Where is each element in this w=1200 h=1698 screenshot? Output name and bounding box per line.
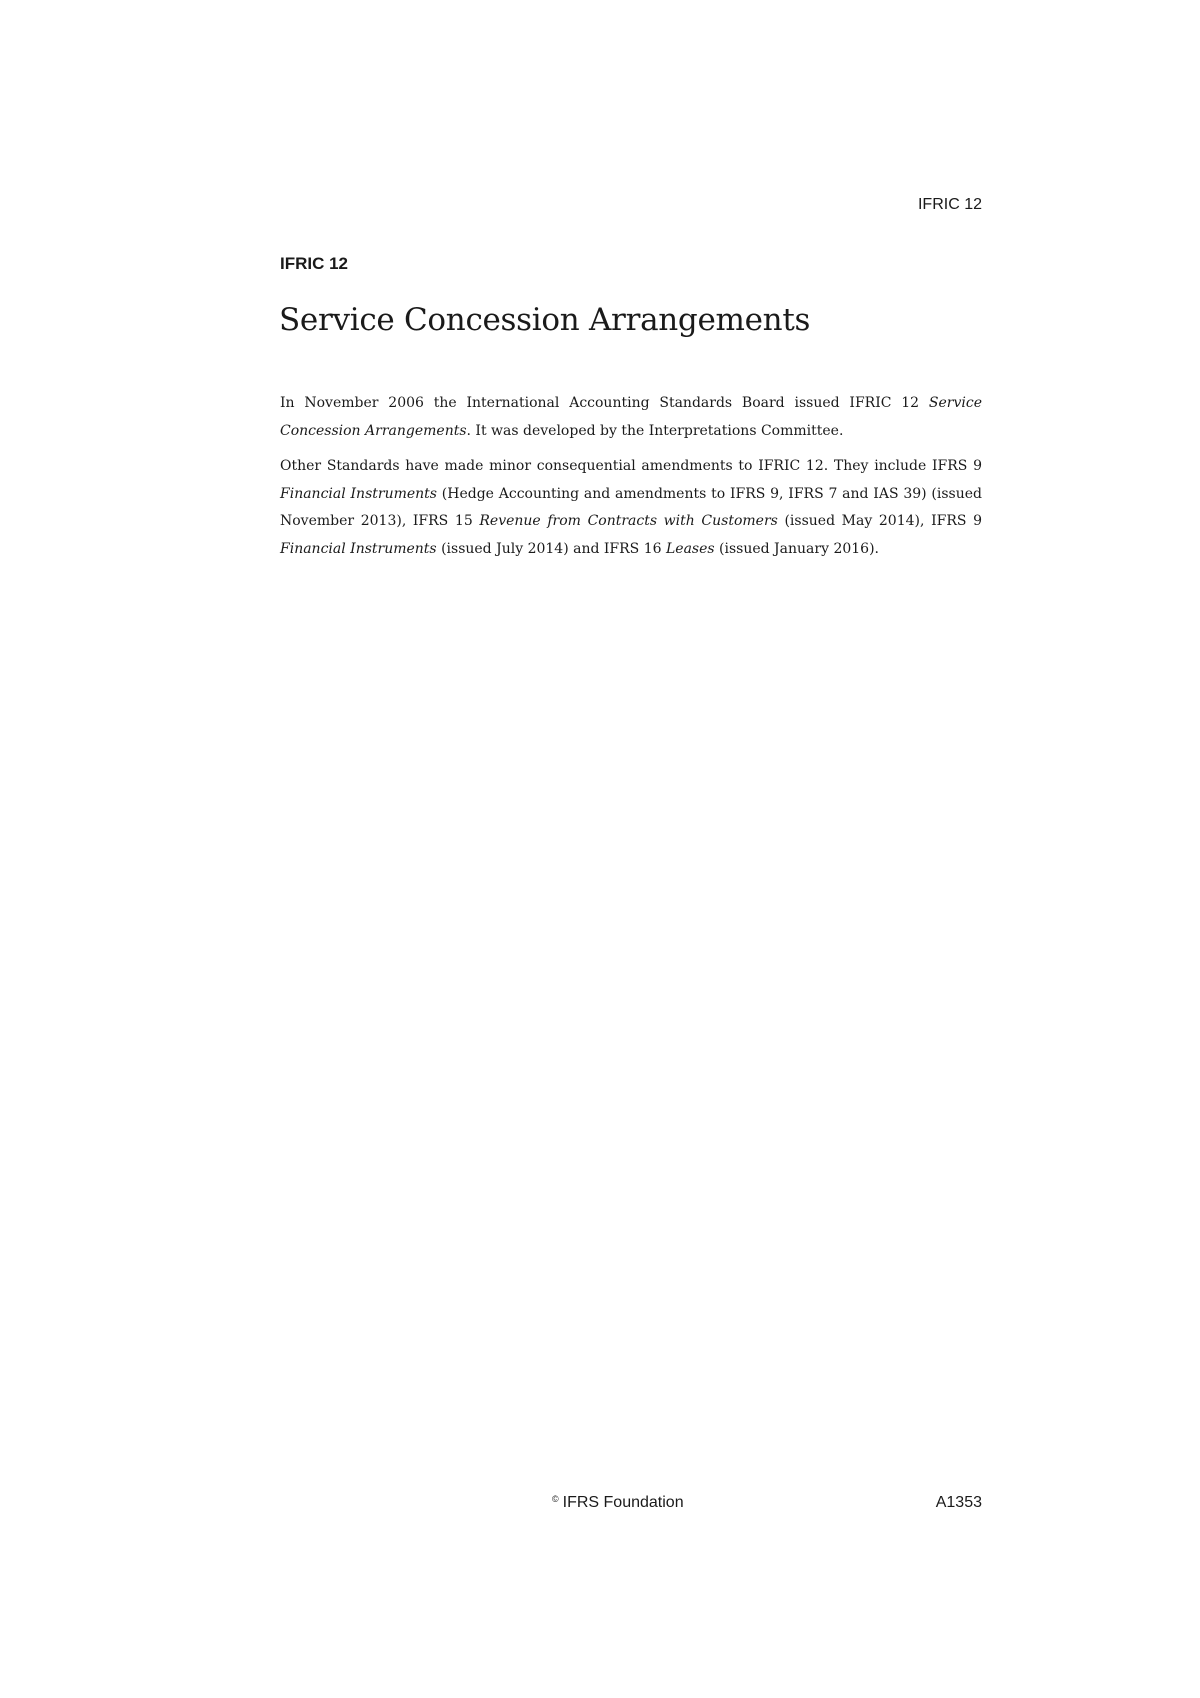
paragraph-1 [280,390,982,445]
footer-copyright [552,1494,684,1512]
text-segment: (issued January 2016). [714,540,879,557]
text-segment: (issued May 2014), IFRS 9 [777,513,982,529]
text-segment: (Hedge Accounting and amendments to IFRS 9, IFRS 7 and IAS 39) (issued November 2013), IFRS 15 [280,485,982,529]
text-segment: (issued July 2014) and IFRS 16 [436,540,666,557]
body-text [280,390,982,571]
page-title: Service Concession Arrangements [279,302,811,338]
text-segment: . It was developed by the Interpretations Committee. [466,422,844,439]
standard-code: IFRIC 12 [280,254,349,273]
text-segment-italic: Service Concession Arrangements [280,395,982,439]
copyright-text: IFRS Foundation [562,1494,684,1511]
text-segment-italic: Financial Instruments [280,540,437,557]
text-segment: In November 2006 the International Accounting Standards Board issued IFRIC 12 [280,395,929,411]
running-head: IFRIC 12 [917,196,982,213]
page-number: A1353 [935,1494,982,1511]
text-segment: Other Standards have made minor consequential amendments to IFRIC 12. They include IFRS 9 [280,458,982,474]
text-segment-italic: Revenue from Contracts with Customers [479,513,778,529]
text-segment-italic: Leases [665,540,715,557]
copyright-icon: © [552,1494,559,1504]
text-segment-italic: Financial Instruments [280,485,437,502]
paragraph-2 [280,453,982,563]
